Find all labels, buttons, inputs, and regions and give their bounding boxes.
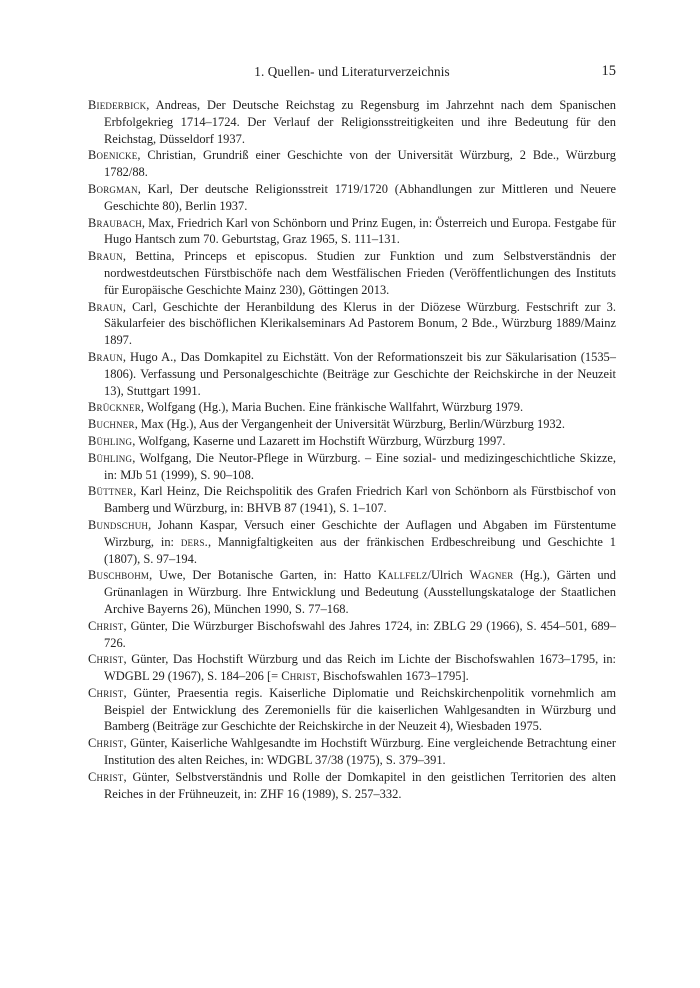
entry-text: /Ulrich	[427, 568, 470, 583]
entry-author: Buchner	[88, 417, 135, 432]
bibliography-entry	[88, 517, 616, 567]
entry-author: Braubach	[88, 215, 142, 230]
entry-text: , Christian, Grundriß einer Geschichte von der Universität Würzburg, 2 Bde., Würzburg 1782/88.	[104, 148, 616, 180]
bibliography-entry	[88, 399, 616, 416]
entry-author: Buschbohm	[88, 568, 150, 583]
entry-author: Biederbick	[88, 98, 147, 112]
bibliography-entry	[88, 483, 616, 517]
bibliography-entry	[88, 416, 616, 433]
bibliography-entry	[88, 299, 616, 349]
entry-author: Christ	[88, 736, 124, 751]
entry-text: , Uwe, Der Botanische Garten, in: Hatto	[149, 568, 378, 583]
entry-text: , Max, Friedrich Karl von Schönborn und Prinz Eugen, in: Österreich und Europa. Festgabe für Hugo Hantsch zum 70. Geburtstag, Graz 1965, S. 111–131.	[104, 215, 616, 247]
entry-editor: Wagner	[469, 568, 514, 583]
entry-editor: Kallfelz	[377, 568, 428, 583]
bibliography-entry	[88, 433, 616, 450]
entry-author: Braun	[88, 349, 123, 364]
bibliography-entry	[88, 248, 616, 298]
entry-text: , Günter, Selbstverständnis und Rolle der Domkapitel in den geistlichen Territorien des alten Reiches in der Frühneuzeit, in: ZHF 16 (1989), S. 257–332.	[104, 769, 616, 801]
entry-author: Christ	[88, 769, 124, 784]
entry-text: , Günter, Die Würzburger Bischofswahl des Jahres 1724, in: ZBLG 29 (1966), S. 454–501, 689–726.	[104, 618, 616, 650]
entry-text: , Günter, Das Hochstift Würzburg und das Reich im Lichte der Bischofswahlen 1673–1795, in: WDGBL 29 (1967), S. 184–206 [=	[104, 652, 616, 684]
entry-text: , Andreas, Der Deutsche Reichstag zu Regensburg im Jahrzehnt nach dem Spanischen Erbfolgekrieg 1714–1724. Der Verlauf der Religionsstreitigkeiten und ihre Bedeutung für den Reichstag, Düsseldorf 1937.	[104, 98, 616, 146]
bibliography-entry	[88, 349, 616, 399]
entry-text: , Mannigfaltigkeiten aus der fränkischen Erdbeschreibung und Geschichte 1 (1807), S. 97–194.	[104, 534, 617, 566]
running-title: 1. Quellen- und Literaturverzeichnis	[254, 64, 450, 79]
entry-text: , Wolfgang (Hg.), Maria Buchen. Eine fränkische Wallfahrt, Würzburg 1979.	[140, 400, 524, 415]
entry-text: , Carl, Geschichte der Heranbildung des Klerus in der Diözese Würzburg. Festschrift zur 3. Säkularfeier des bischöflichen Klerikalseminars Ad Pastorem Bonum, 2 Bde., Würzburg 1889/Mainz 1897.	[104, 299, 616, 348]
bibliography-entry	[88, 215, 616, 249]
entry-text: , Karl Heinz, Die Reichspolitik des Grafen Friedrich Karl von Schönborn als Fürstbischof von Bamberg und Würzburg, in: BHVB 87 (1941), S. 1–107.	[104, 484, 616, 516]
entry-text: , Bettina, Princeps et episcopus. Studien zur Funktion und zum Selbstverständnis der nordwestdeutschen Fürstbischöfe nach dem Westfälischen Frieden (Veröffentlichungen des Instituts für Europäische Geschichte Mainz 230), Göttingen 2013.	[104, 249, 616, 297]
entry-text: , Günter, Kaiserliche Wahlgesandte im Hochstift Würzburg. Eine vergleichende Betrachtung einer Institution des alten Reiches, in: WDGBL 37/38 (1975), S. 379–391.	[104, 736, 616, 768]
entry-author: Braun	[88, 299, 123, 314]
entry-author: Bühling	[88, 433, 133, 448]
entry-author: Christ	[88, 685, 124, 700]
bibliography-entry	[88, 685, 616, 735]
bibliography-entry	[88, 651, 616, 685]
bibliography-entry	[88, 735, 616, 769]
entry-author: Brückner	[88, 400, 141, 415]
bibliography-entry	[88, 147, 616, 181]
entry-author: Braun	[88, 249, 123, 264]
bibliography-entry	[88, 769, 616, 803]
bibliography-entry	[88, 97, 616, 147]
entry-author: Christ	[88, 618, 124, 633]
entry-crossref: Christ	[281, 669, 317, 684]
bibliography-list	[88, 97, 616, 802]
running-header	[88, 64, 616, 82]
entry-author: Büttner	[88, 484, 134, 499]
entry-author: Bundschuh	[88, 517, 149, 532]
entry-text: , Hugo A., Das Domkapitel zu Eichstätt. Von der Reformationszeit bis zur Säkularisation (1535–1806). Verfassung und Personalgeschichte (Beiträge zur Geschichte der Reichskirche in der Neuzeit 13), Stuttgart 1991.	[104, 349, 616, 398]
page-number: 15	[601, 63, 616, 79]
bibliography-entry	[88, 450, 616, 484]
entry-text: , Karl, Der deutsche Religionsstreit 1719/1720 (Abhandlungen zur Mittleren und Neuere Geschichte 80), Berlin 1937.	[104, 181, 616, 213]
entry-text: (Hg.), Gärten und Grünanlagen in Würzburg. Ihre Entwicklung und Bedeutung (Ausstellungskataloge der Staatlichen Archive Bayerns 26), München 1990, S. 77–168.	[104, 568, 616, 616]
entry-text: , Max (Hg.), Aus der Vergangenheit der Universität Würzburg, Berlin/Würzburg 1932.	[134, 417, 565, 432]
entry-author: Boenicke	[88, 148, 138, 163]
bibliography-entry	[88, 181, 616, 215]
entry-text: , Bischofswahlen 1673–1795].	[316, 669, 469, 684]
bibliography-entry	[88, 567, 616, 617]
entry-text: , Günter, Praesentia regis. Kaiserliche Diplomatie und Reichskirchenpolitik vornehmlich am Beispiel der Entwicklung des Zeremoniells für die kaiserlichen Wahlgesandten in Würzburg und Bamberg (Beiträge zur Geschichte der Reichskirche in der Neuzeit 4), Wiesbaden 1975.	[104, 685, 616, 734]
entry-author: Borgman	[88, 181, 138, 196]
entry-author: Christ	[88, 652, 124, 667]
entry-text: , Wolfgang, Die Neutor-Pflege in Würzburg. – Eine sozial- und medizingeschichtliche Skizze, in: MJb 51 (1999), S. 90–108.	[104, 450, 616, 482]
entry-text: , Johann Kaspar, Versuch einer Geschichte der Auflagen und Abgaben im Fürstentume Wirzburg, in:	[104, 517, 616, 549]
entry-author: Bühling	[88, 450, 133, 465]
bibliography-entry	[88, 618, 616, 652]
entry-abbrev: ders.	[180, 534, 208, 549]
entry-text: , Wolfgang, Kaserne und Lazarett im Hochstift Würzburg, Würzburg 1997.	[132, 433, 506, 448]
